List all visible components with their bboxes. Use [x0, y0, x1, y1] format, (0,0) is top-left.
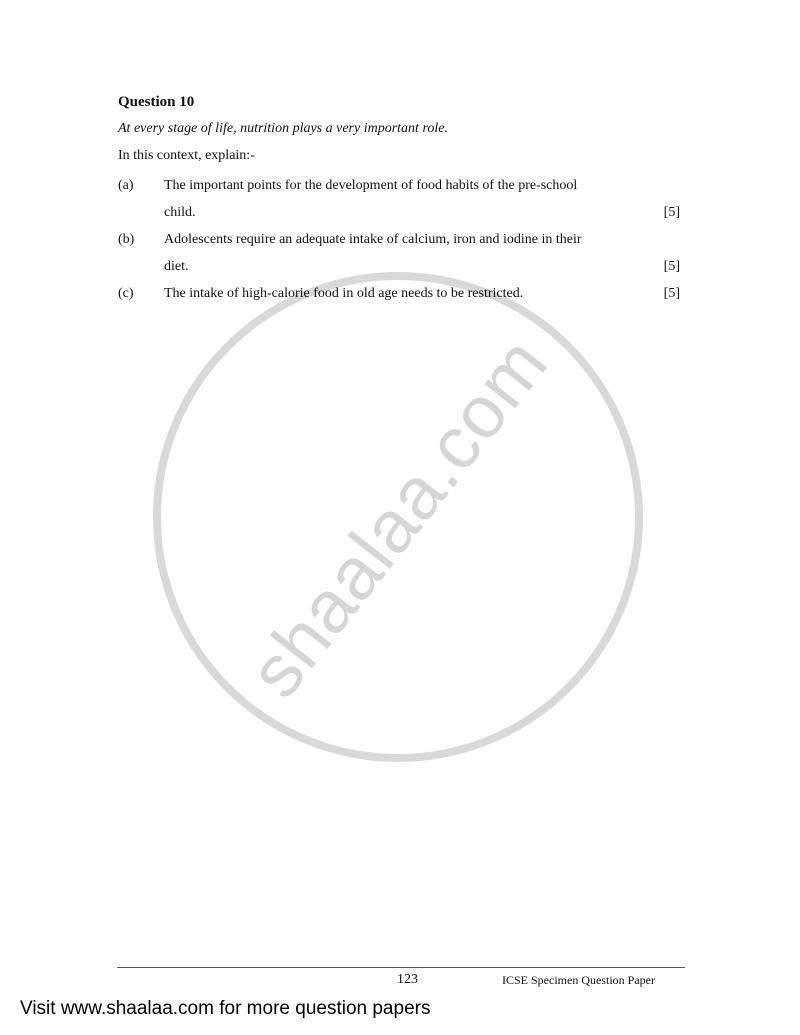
footer-title: ICSE Specimen Question Paper — [502, 973, 655, 987]
part-text-line1: The intake of high-calorie food in old age needs to be restricted. — [164, 286, 524, 301]
question-part-b — [118, 226, 680, 280]
question-part-a — [118, 172, 680, 226]
part-marks: [5] — [663, 259, 680, 274]
question-context: In this context, explain:- — [118, 148, 255, 163]
part-marks: [5] — [663, 286, 680, 301]
part-text-line2: diet. — [164, 259, 189, 274]
page-number: 123 — [397, 972, 418, 987]
question-stem: At every stage of life, nutrition plays a very important role. — [118, 121, 448, 136]
visit-banner: Visit www.shaalaa.com for more question papers — [20, 998, 431, 1019]
part-text-line2: child. — [164, 205, 196, 220]
footer-rule — [117, 967, 685, 968]
part-text-line1: Adolescents require an adequate intake of calcium, iron and iodine in their — [164, 232, 582, 247]
part-marks: [5] — [663, 205, 680, 220]
part-label: (b) — [118, 232, 135, 247]
part-label: (a) — [118, 178, 134, 193]
question-title: Question 10 — [118, 94, 195, 110]
part-text-line1: The important points for the development of food habits of the pre-school — [164, 178, 578, 193]
watermark-text: shaalaa.com — [232, 321, 564, 713]
question-part-c — [118, 280, 680, 307]
part-label: (c) — [118, 286, 134, 301]
